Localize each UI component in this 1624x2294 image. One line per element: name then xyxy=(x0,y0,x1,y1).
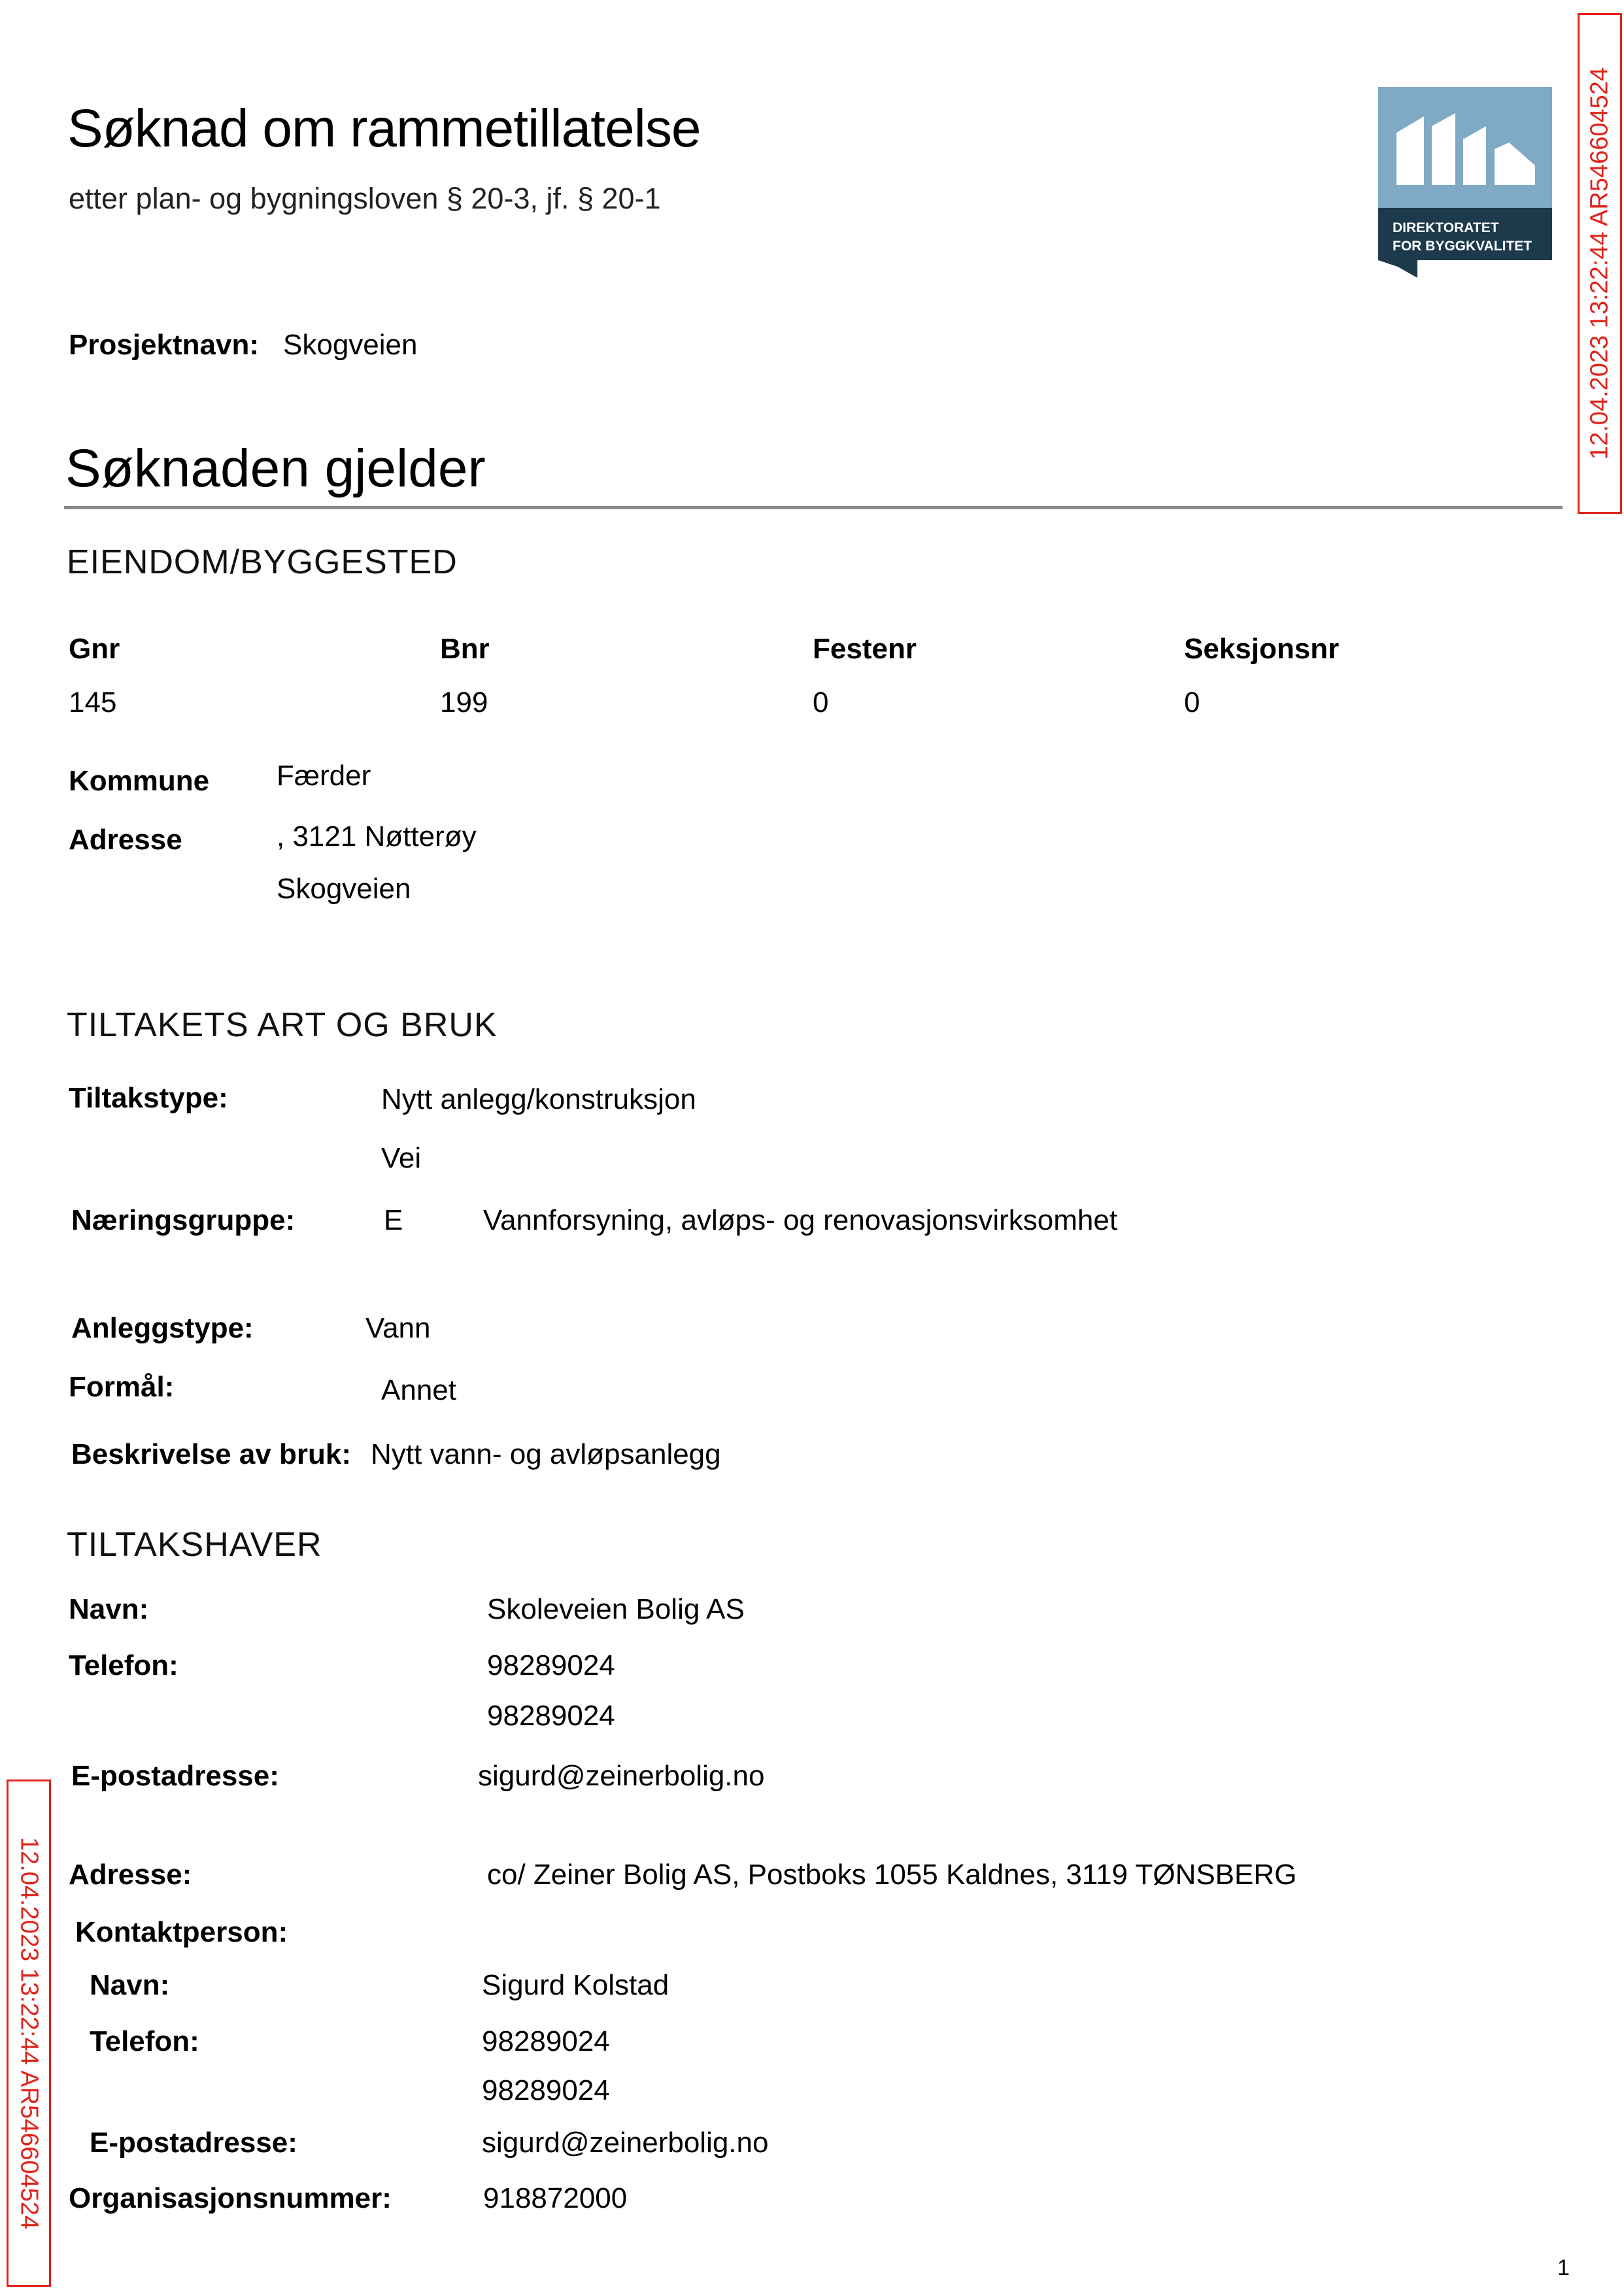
kontakt-navn-value: Sigurd Kolstad xyxy=(482,1969,669,2001)
festenr-label: Festenr xyxy=(813,633,917,665)
logo-text-line1: DIREKTORATET xyxy=(1393,220,1499,235)
tiltakshaver-epost-value: sigurd@zeinerbolig.no xyxy=(478,1760,765,1792)
section-title: Søknaden gjelder xyxy=(65,439,486,498)
kommune-value: Færder xyxy=(277,760,371,792)
tiltakshaver-heading: TILTAKSHAVER xyxy=(67,1526,322,1564)
gnr-value: 145 xyxy=(69,686,117,718)
adresse-label: Adresse xyxy=(69,824,182,856)
anleggstype-label: Anleggstype: xyxy=(71,1312,254,1344)
adresse-line1: , 3121 Nøtterøy xyxy=(277,820,477,852)
kommune-label: Kommune xyxy=(69,765,210,797)
received-stamp-bottom xyxy=(7,1780,51,2287)
beskrivelse-label: Beskrivelse av bruk: xyxy=(71,1438,352,1470)
kontakt-epost-label: E-postadresse: xyxy=(90,2127,297,2159)
received-stamp-bottom-text: 12.04.2023 13:22:44 AR546604524 xyxy=(15,1836,43,2230)
received-stamp-top xyxy=(1578,13,1622,514)
tiltak-heading: TILTAKETS ART OG BRUK xyxy=(67,1006,498,1044)
tiltakshaver-adresse-label: Adresse: xyxy=(69,1859,192,1891)
received-stamp-top-text: 12.04.2023 13:22:44 AR546604524 xyxy=(1585,67,1614,460)
bnr-label: Bnr xyxy=(440,633,490,665)
kontakt-telefon-value-2: 98289024 xyxy=(482,2074,610,2106)
orgnr-label: Organisasjonsnummer: xyxy=(69,2182,392,2214)
formal-label: Formål: xyxy=(69,1371,175,1403)
kontakt-epost-value: sigurd@zeinerbolig.no xyxy=(482,2127,769,2159)
gnr-label: Gnr xyxy=(69,633,120,665)
project-name-value: Skogveien xyxy=(283,329,418,361)
tiltakshaver-adresse-value: co/ Zeiner Bolig AS, Postboks 1055 Kaldnes, 3119 TØNSBERG xyxy=(487,1859,1297,1891)
dibk-logo xyxy=(1378,87,1552,278)
page-number: 1 xyxy=(1557,2255,1570,2280)
logo-text-line2: FOR BYGGKVALITET xyxy=(1393,239,1532,254)
festenr-value: 0 xyxy=(813,686,829,718)
formal-value: Annet xyxy=(381,1374,456,1406)
bnr-value: 199 xyxy=(440,686,488,718)
kontakt-telefon-value-1: 98289024 xyxy=(482,2025,610,2057)
orgnr-value: 918872000 xyxy=(483,2182,628,2214)
tiltakstype-value-2: Vei xyxy=(381,1142,422,1174)
naeringsgruppe-label: Næringsgruppe: xyxy=(71,1204,296,1236)
naeringsgruppe-value: Vannforsyning, avløps- og renovasjonsvirksomhet xyxy=(483,1204,1118,1236)
dibk-logo-graphic xyxy=(1378,87,1552,278)
document-title: Søknad om rammetillatelse xyxy=(67,99,701,158)
seksjonsnr-value: 0 xyxy=(1184,686,1200,718)
tiltakshaver-navn-value: Skoleveien Bolig AS xyxy=(487,1593,745,1625)
naeringsgruppe-code: E xyxy=(384,1204,403,1236)
anleggstype-value: Vann xyxy=(365,1312,431,1344)
tiltakshaver-telefon-value-1: 98289024 xyxy=(487,1649,615,1681)
property-heading: EIENDOM/BYGGESTED xyxy=(67,543,458,581)
document-subtitle: etter plan- og bygningsloven § 20-3, jf. § 20-1 xyxy=(69,182,661,215)
project-name-label: Prosjektnavn: xyxy=(69,329,259,361)
seksjonsnr-label: Seksjonsnr xyxy=(1184,633,1340,665)
tiltakstype-label: Tiltakstype: xyxy=(69,1082,228,1114)
tiltakshaver-navn-label: Navn: xyxy=(69,1593,149,1625)
tiltakstype-value: Nytt anlegg/konstruksjon xyxy=(381,1083,696,1115)
section-divider xyxy=(64,506,1563,509)
tiltakshaver-telefon-label: Telefon: xyxy=(69,1649,178,1681)
tiltakshaver-telefon-value-2: 98289024 xyxy=(487,1700,615,1732)
kontakt-navn-label: Navn: xyxy=(90,1969,170,2001)
adresse-line2: Skogveien xyxy=(277,873,411,905)
kontakt-telefon-label: Telefon: xyxy=(90,2025,199,2057)
kontaktperson-label: Kontaktperson: xyxy=(75,1916,288,1948)
tiltakshaver-epost-label: E-postadresse: xyxy=(71,1760,279,1792)
beskrivelse-value: Nytt vann- og avløpsanlegg xyxy=(371,1438,721,1470)
